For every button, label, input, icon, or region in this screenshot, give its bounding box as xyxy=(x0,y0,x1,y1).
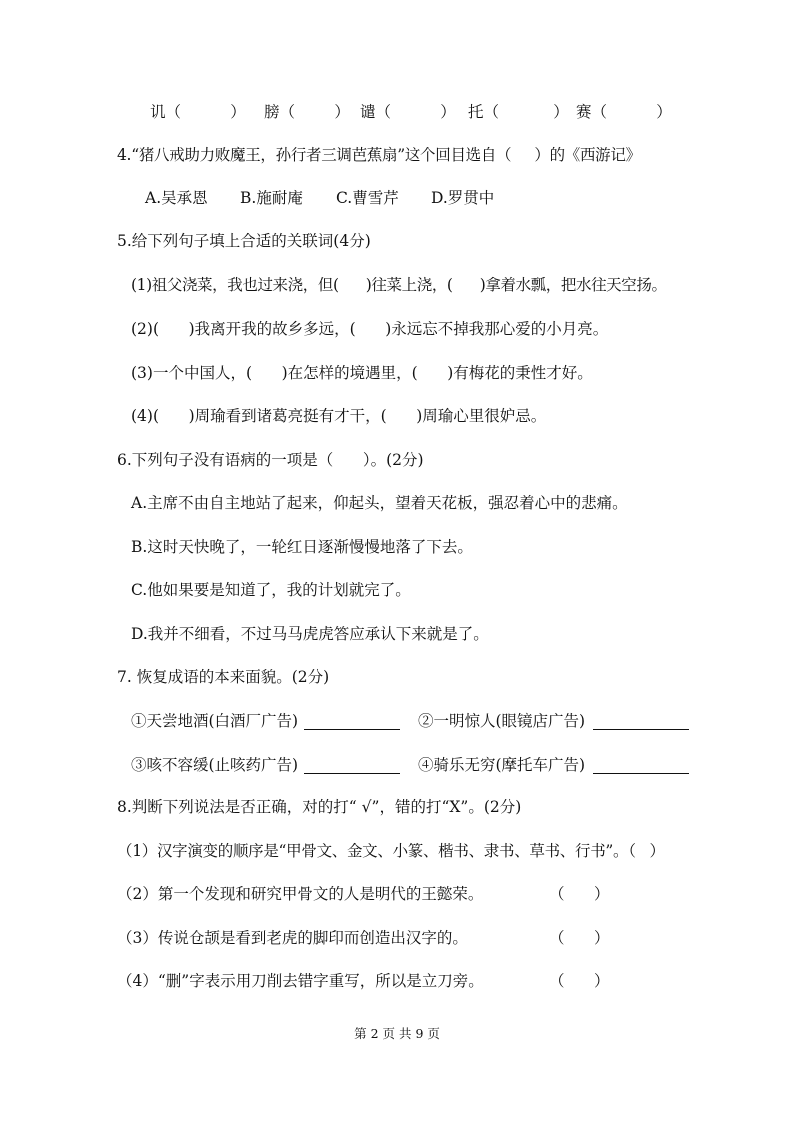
q4-option-b: B.施耐庵 xyxy=(240,189,303,207)
q8-item-4-bracket: （ ） xyxy=(549,972,610,990)
q8-item-2: （2）第一个发现和研究甲骨文的人是明代的王懿荣。 xyxy=(117,885,484,903)
q8-item-3-bracket: （ ） xyxy=(549,929,610,947)
q3-char-2: 膀（ ） xyxy=(264,103,350,121)
q8-item-2-bracket: （ ） xyxy=(549,885,610,903)
q5-title: 5.给下列句子填上合适的关联词(4分) xyxy=(117,232,371,250)
q6-option-c: C.他如果要是知道了，我的计划就完了。 xyxy=(131,581,411,599)
q4-question: 4.“猪八戒助力败魔王，孙行者三调芭蕉扇”这个回目选自（ ）的《西游记》 xyxy=(117,146,641,164)
q8-item-1: （1）汉字演变的顺序是“甲骨文、金文、小篆、楷书、隶书、草书、行书”。（ ） xyxy=(117,842,665,860)
q7-item-3: ③咳不容缓(止咳药广告) xyxy=(131,756,299,774)
q7-item-4: ④骑乐无穷(摩托车广告) xyxy=(418,756,586,774)
q7-answer-line-1 xyxy=(304,712,400,730)
q7-item-2: ②一明惊人(眼镜店广告) xyxy=(418,712,586,730)
q5-item-3: (3)一个中国人，( )在怎样的境遇里，( )有梅花的秉性才好。 xyxy=(131,364,593,382)
q5-item-4: (4)( )周瑜看到诸葛亮挺有才干，( )周瑜心里很妒忌。 xyxy=(131,407,547,425)
page-footer: 第 2 页 共 9 页 xyxy=(354,1026,440,1041)
q5-item-1: (1)祖父浇菜，我也过来浇，但( )往菜上浇，( )拿着水瓢，把水往天空扬。 xyxy=(131,276,667,294)
q3-char-1: 讥（ ） xyxy=(150,103,246,121)
q7-answer-line-3 xyxy=(304,756,400,774)
q5-item-2: (2)( )我离开我的故乡多远，( )永远忘不掉我那心爱的小月亮。 xyxy=(131,320,609,338)
q4-option-a: A.吴承恩 xyxy=(145,189,208,207)
q7-answer-line-2 xyxy=(593,712,689,730)
q3-char-5: 赛（ ） xyxy=(576,103,672,121)
q8-item-4: （4）“删”字表示用刀削去错字重写，所以是立刀旁。 xyxy=(117,972,484,990)
q6-option-d: D.我并不细看，不过马马虎虎答应承认下来就是了。 xyxy=(131,625,489,643)
q7-title: 7. 恢复成语的本来面貌。(2分) xyxy=(117,668,330,686)
q6-option-a: A.主席不由自主地站了起来，仰起头，望着天花板，强忍着心中的悲痛。 xyxy=(131,494,628,512)
q6-title: 6.下列句子没有语病的一项是（ ）。(2分) xyxy=(117,451,424,469)
q4-option-c: C.曹雪芹 xyxy=(336,189,399,207)
q3-char-4: 托（ ） xyxy=(468,103,569,121)
q7-answer-line-4 xyxy=(593,756,689,774)
q3-char-3: 谴（ ） xyxy=(360,103,456,121)
q7-item-1: ①天尝地酒(白酒厂广告) xyxy=(131,712,299,730)
q4-option-d: D.罗贯中 xyxy=(431,189,495,207)
q6-option-b: B.这时天快晚了，一轮红日逐渐慢慢地落了下去。 xyxy=(131,538,473,556)
q8-item-3: （3）传说仓颉是看到老虎的脚印而创造出汉字的。 xyxy=(117,929,468,947)
q8-title: 8.判断下列说法是否正确，对的打“ √”，错的打“X”。(2分) xyxy=(117,798,522,816)
